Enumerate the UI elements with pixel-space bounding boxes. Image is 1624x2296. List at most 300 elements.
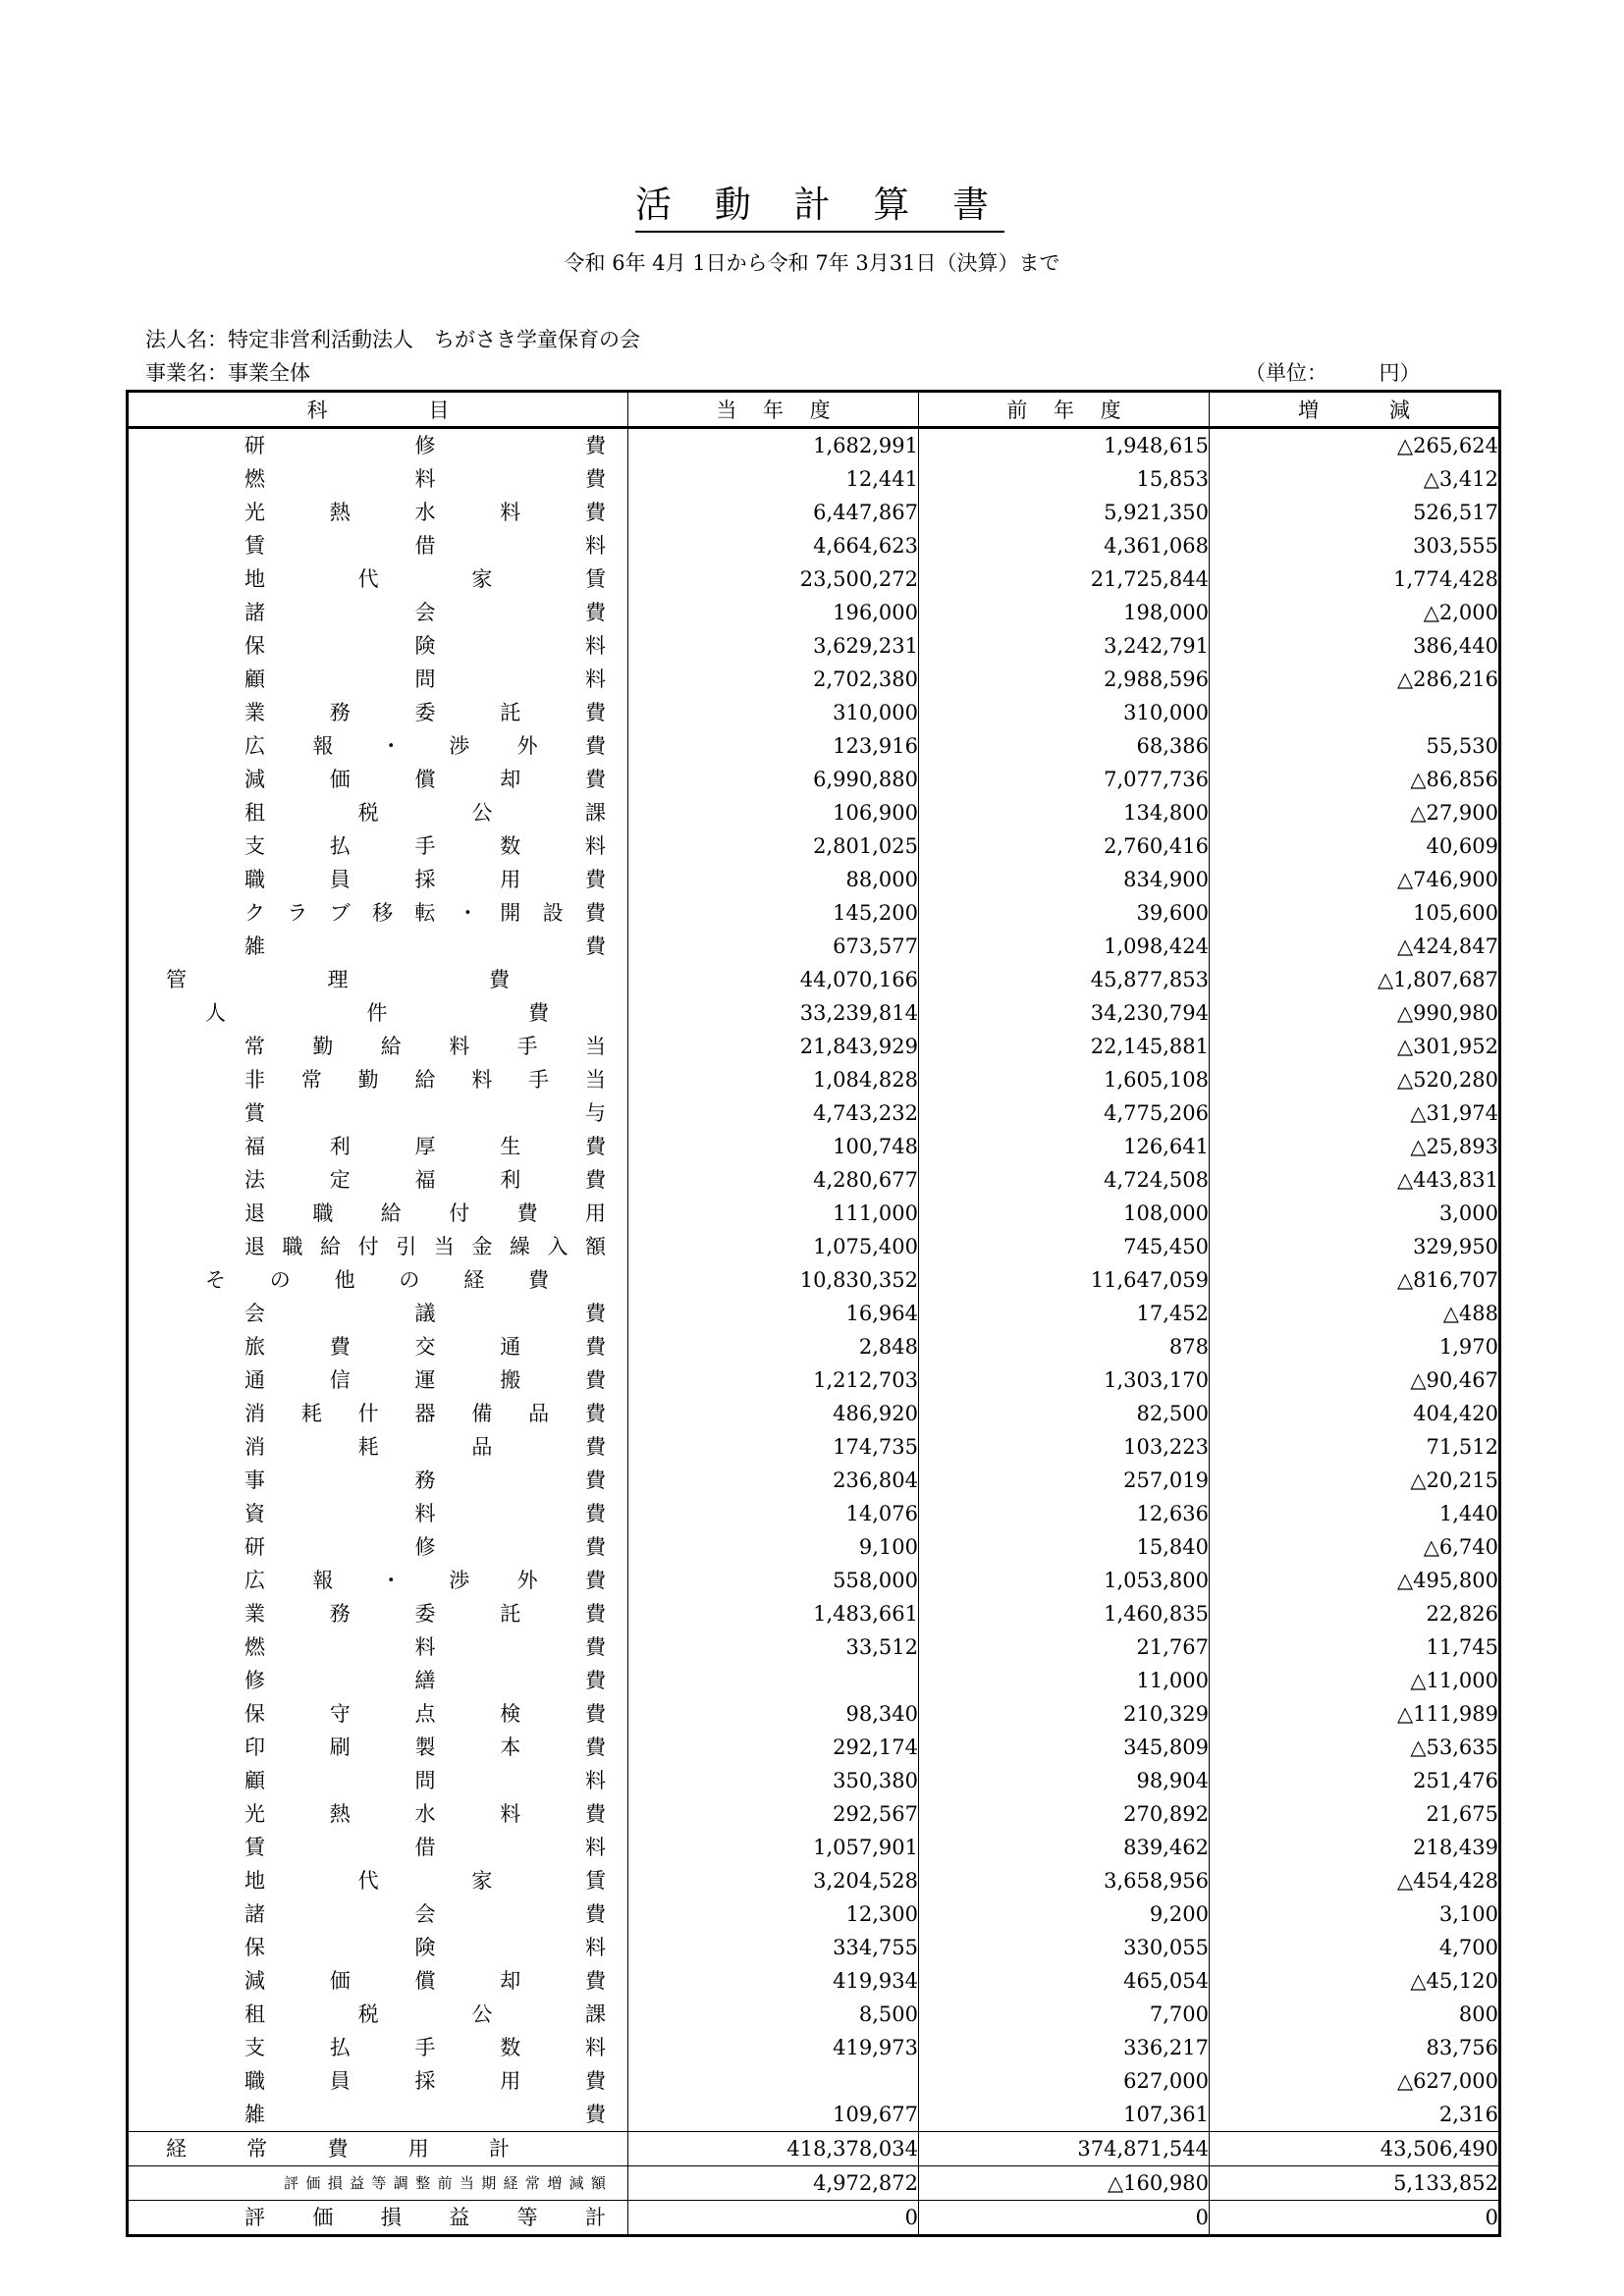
change-value: 2,316 bbox=[1438, 2103, 1498, 2126]
column-header-change: 増 減 bbox=[1210, 392, 1500, 428]
change-value: △443,831 bbox=[1397, 1168, 1498, 1192]
current-year-value: 196,000 bbox=[628, 596, 919, 629]
account-item-label: 経常費用計 bbox=[166, 2137, 510, 2161]
corporation-name: 法人名：特定非営利活動法人 ちがさき学童保育の会 bbox=[145, 328, 640, 351]
previous-year-value: 0 bbox=[919, 2201, 1210, 2236]
account-item-cell bbox=[128, 428, 628, 463]
change-value: △627,000 bbox=[1397, 2069, 1498, 2093]
change-value: 71,512 bbox=[1426, 1435, 1498, 1459]
table-row bbox=[128, 1998, 1500, 2031]
account-item-label: 研修費 bbox=[244, 434, 606, 457]
table-row bbox=[128, 2031, 1500, 2064]
table-row bbox=[128, 1330, 1500, 1363]
change-value: 0 bbox=[1210, 2201, 1500, 2236]
table-header bbox=[128, 392, 1500, 428]
account-item-cell bbox=[128, 729, 628, 763]
current-year-value: 4,743,232 bbox=[628, 1096, 919, 1130]
column-header-current-year: 当 年 度 bbox=[628, 392, 919, 428]
previous-year-value: 1,303,170 bbox=[919, 1363, 1210, 1397]
page-title-text: 活 動 計 算 書 bbox=[635, 184, 1004, 233]
previous-year-value: 1,605,108 bbox=[919, 1063, 1210, 1096]
account-item-cell bbox=[128, 1297, 628, 1330]
account-item-label: 評価損益等調整前当期経常増減額 bbox=[284, 2174, 606, 2192]
account-item-label: 賃借料 bbox=[244, 534, 606, 558]
current-year-value: 145,200 bbox=[628, 896, 919, 930]
change-value: 43,506,490 bbox=[1210, 2132, 1500, 2166]
change-value: 40,609 bbox=[1426, 834, 1498, 858]
account-item-label: 保険料 bbox=[244, 634, 606, 658]
change-value: 1,774,428 bbox=[1393, 567, 1498, 591]
account-item-cell bbox=[128, 2166, 628, 2201]
table-row bbox=[128, 1497, 1500, 1530]
period-subtitle: 令和 6年 4月 1日から令和 7年 3月31日（決算）まで bbox=[564, 251, 1060, 275]
previous-year-value: 345,809 bbox=[919, 1731, 1210, 1764]
current-year-value: 4,972,872 bbox=[628, 2166, 919, 2201]
account-item-cell bbox=[128, 1363, 628, 1397]
account-item-label: 退職給付費用 bbox=[244, 1201, 606, 1225]
previous-year-value: 7,077,736 bbox=[919, 763, 1210, 796]
account-item-cell bbox=[128, 2064, 628, 2098]
change-value: 251,476 bbox=[1413, 1769, 1498, 1792]
account-item-label: 顧問料 bbox=[244, 667, 606, 691]
account-item-label: 通信運搬費 bbox=[244, 1368, 606, 1392]
account-item-label: 広報・渉外費 bbox=[244, 1569, 606, 1592]
current-year-value: 673,577 bbox=[628, 930, 919, 963]
account-item-label: 退職給付引当金繰入額 bbox=[244, 1235, 606, 1258]
account-item-label: 地代家賃 bbox=[244, 1869, 606, 1893]
account-item-label: クラブ移転・開設費 bbox=[244, 901, 606, 925]
column-header-previous-year: 前 年 度 bbox=[919, 392, 1210, 428]
previous-year-value: 82,500 bbox=[919, 1397, 1210, 1430]
account-item-cell bbox=[128, 1197, 628, 1230]
change-value: △286,216 bbox=[1397, 667, 1498, 691]
account-item-label: 賃借料 bbox=[244, 1836, 606, 1859]
account-item-label: 地代家賃 bbox=[244, 567, 606, 591]
table-row bbox=[128, 996, 1500, 1030]
unit-note: （単位： 円） bbox=[1245, 361, 1421, 385]
previous-year-value: 108,000 bbox=[919, 1197, 1210, 1230]
account-item-label: 減価償却費 bbox=[244, 1969, 606, 1993]
change-value: △3,412 bbox=[1423, 467, 1498, 491]
current-year-value: 2,848 bbox=[628, 1330, 919, 1363]
account-item-cell bbox=[128, 1797, 628, 1831]
account-item-cell bbox=[128, 930, 628, 963]
table-row bbox=[128, 1897, 1500, 1931]
change-value: 526,517 bbox=[1413, 501, 1498, 524]
current-year-value: 23,500,272 bbox=[628, 562, 919, 596]
current-year-value: 16,964 bbox=[628, 1297, 919, 1330]
table-row bbox=[128, 1130, 1500, 1163]
account-item-cell bbox=[128, 1831, 628, 1864]
current-year-value: 14,076 bbox=[628, 1497, 919, 1530]
account-item-cell bbox=[128, 696, 628, 729]
account-item-label: 印刷製本費 bbox=[244, 1735, 606, 1759]
change-value: 83,756 bbox=[1426, 2036, 1498, 2059]
account-item-cell bbox=[128, 596, 628, 629]
account-item-label: 支払手数料 bbox=[244, 834, 606, 858]
account-item-label: 評価損益等計 bbox=[244, 2206, 606, 2229]
account-item-cell bbox=[128, 529, 628, 562]
change-value: △816,707 bbox=[1397, 1268, 1498, 1292]
account-item-cell bbox=[128, 829, 628, 863]
previous-year-value: 1,460,835 bbox=[919, 1597, 1210, 1630]
previous-year-value: 15,840 bbox=[919, 1530, 1210, 1564]
current-year-value: 21,843,929 bbox=[628, 1030, 919, 1063]
current-year-value: 236,804 bbox=[628, 1464, 919, 1497]
current-year-value: 1,483,661 bbox=[628, 1597, 919, 1630]
current-year-value: 350,380 bbox=[628, 1764, 919, 1797]
previous-year-value: 198,000 bbox=[919, 596, 1210, 629]
account-item-label: 租税公課 bbox=[244, 801, 606, 825]
account-item-label: 減価償却費 bbox=[244, 768, 606, 791]
account-item-cell bbox=[128, 1263, 628, 1297]
current-year-value: 33,512 bbox=[628, 1630, 919, 1664]
previous-year-value: 39,600 bbox=[919, 896, 1210, 930]
table-row bbox=[128, 2064, 1500, 2098]
table-row bbox=[128, 863, 1500, 896]
account-item-label: 職員採用費 bbox=[244, 2069, 606, 2093]
table-row bbox=[128, 1230, 1500, 1263]
previous-year-value: 330,055 bbox=[919, 1931, 1210, 1964]
account-item-cell bbox=[128, 1497, 628, 1530]
previous-year-value: 878 bbox=[919, 1330, 1210, 1363]
change-value: 800 bbox=[1458, 2002, 1498, 2026]
table-row bbox=[128, 462, 1500, 496]
change-value: △6,740 bbox=[1423, 1535, 1498, 1559]
account-item-label: 業務委託費 bbox=[244, 1602, 606, 1626]
current-year-value: 106,900 bbox=[628, 796, 919, 829]
previous-year-value: 134,800 bbox=[919, 796, 1210, 829]
account-item-cell bbox=[128, 2098, 628, 2132]
change-value: △1,807,687 bbox=[1377, 968, 1498, 991]
change-value: △746,900 bbox=[1397, 868, 1498, 891]
previous-year-value: 68,386 bbox=[919, 729, 1210, 763]
account-item-cell bbox=[128, 1330, 628, 1363]
previous-year-value: 3,242,791 bbox=[919, 629, 1210, 663]
change-value: △86,856 bbox=[1410, 768, 1498, 791]
account-item-label: 旅費交通費 bbox=[244, 1335, 606, 1359]
previous-year-value: 4,361,068 bbox=[919, 529, 1210, 562]
account-item-label: 消耗什器備品費 bbox=[244, 1402, 606, 1425]
previous-year-value: 745,450 bbox=[919, 1230, 1210, 1263]
account-item-label: 福利厚生費 bbox=[244, 1135, 606, 1158]
previous-year-value: 7,700 bbox=[919, 1998, 1210, 2031]
table-row bbox=[128, 1263, 1500, 1297]
previous-year-value: 15,853 bbox=[919, 462, 1210, 496]
account-item-label: 資料費 bbox=[244, 1502, 606, 1525]
table-row bbox=[128, 763, 1500, 796]
table-row bbox=[128, 663, 1500, 696]
table-row bbox=[128, 963, 1500, 996]
account-item-label: 租税公課 bbox=[244, 2002, 606, 2026]
table-row bbox=[128, 1530, 1500, 1564]
account-item-cell bbox=[128, 1964, 628, 1998]
previous-year-value: 3,658,956 bbox=[919, 1864, 1210, 1897]
previous-year-value: 5,921,350 bbox=[919, 496, 1210, 529]
current-year-value: 1,075,400 bbox=[628, 1230, 919, 1263]
change-value: 21,675 bbox=[1426, 1802, 1498, 1826]
account-item-cell bbox=[128, 1530, 628, 1564]
table-row bbox=[128, 729, 1500, 763]
previous-year-value: 21,725,844 bbox=[919, 562, 1210, 596]
current-year-value: 174,735 bbox=[628, 1430, 919, 1464]
previous-year-value: 11,000 bbox=[919, 1664, 1210, 1697]
previous-year-value: 11,647,059 bbox=[919, 1263, 1210, 1297]
change-value: 329,950 bbox=[1413, 1235, 1498, 1258]
current-year-value: 3,204,528 bbox=[628, 1864, 919, 1897]
table-row bbox=[128, 496, 1500, 529]
account-item-cell bbox=[128, 1397, 628, 1430]
table-row bbox=[128, 796, 1500, 829]
account-item-label: 燃料費 bbox=[244, 467, 606, 491]
account-item-cell bbox=[128, 1731, 628, 1764]
previous-year-value: △160,980 bbox=[919, 2166, 1210, 2201]
previous-year-value: 270,892 bbox=[919, 1797, 1210, 1831]
account-item-cell bbox=[128, 1897, 628, 1931]
previous-year-value: 4,775,206 bbox=[919, 1096, 1210, 1130]
account-item-cell bbox=[128, 462, 628, 496]
account-item-cell bbox=[128, 963, 628, 996]
account-item-cell bbox=[128, 1664, 628, 1697]
table-row bbox=[128, 1630, 1500, 1664]
column-header-item: 科 目 bbox=[128, 392, 628, 428]
current-year-value: 419,934 bbox=[628, 1964, 919, 1998]
account-item-label: 会議費 bbox=[244, 1302, 606, 1325]
change-value: △90,467 bbox=[1410, 1368, 1498, 1392]
change-value: 1,970 bbox=[1438, 1335, 1498, 1359]
current-year-value: 8,500 bbox=[628, 1998, 919, 2031]
current-year-value: 111,000 bbox=[628, 1197, 919, 1230]
current-year-value: 100,748 bbox=[628, 1130, 919, 1163]
change-value bbox=[1210, 696, 1500, 729]
table-row bbox=[128, 1197, 1500, 1230]
account-item-cell bbox=[128, 796, 628, 829]
financial-statement-table bbox=[126, 390, 1501, 2237]
table-row bbox=[128, 1697, 1500, 1731]
change-value: 404,420 bbox=[1413, 1402, 1498, 1425]
table-row bbox=[128, 629, 1500, 663]
previous-year-value: 1,053,800 bbox=[919, 1564, 1210, 1597]
account-item-cell bbox=[128, 2031, 628, 2064]
table-row bbox=[128, 1096, 1500, 1130]
current-year-value: 109,677 bbox=[628, 2098, 919, 2132]
account-item-label: 常勤給料手当 bbox=[244, 1035, 606, 1058]
account-item-label: その他の経費 bbox=[205, 1268, 549, 1292]
table-row bbox=[128, 2166, 1500, 2201]
previous-year-value: 336,217 bbox=[919, 2031, 1210, 2064]
current-year-value: 310,000 bbox=[628, 696, 919, 729]
account-item-label: 法定福利費 bbox=[244, 1168, 606, 1192]
current-year-value: 292,567 bbox=[628, 1797, 919, 1831]
current-year-value: 12,441 bbox=[628, 462, 919, 496]
change-value: △53,635 bbox=[1410, 1735, 1498, 1759]
change-value: △520,280 bbox=[1397, 1068, 1498, 1092]
account-item-cell bbox=[128, 2201, 628, 2236]
account-item-label: 修繕費 bbox=[244, 1669, 606, 1692]
account-item-cell bbox=[128, 1697, 628, 1731]
current-year-value: 10,830,352 bbox=[628, 1263, 919, 1297]
current-year-value: 88,000 bbox=[628, 863, 919, 896]
change-value: 3,000 bbox=[1438, 1201, 1498, 1225]
change-value: 386,440 bbox=[1413, 634, 1498, 658]
change-value: 55,530 bbox=[1426, 734, 1498, 758]
table-row bbox=[128, 1564, 1500, 1597]
table-row bbox=[128, 829, 1500, 863]
page-title bbox=[0, 175, 1624, 228]
change-value: 303,555 bbox=[1413, 534, 1498, 558]
change-value: △990,980 bbox=[1397, 1001, 1498, 1025]
previous-year-value: 103,223 bbox=[919, 1430, 1210, 1464]
current-year-value: 0 bbox=[628, 2201, 919, 2236]
account-item-label: 諸会費 bbox=[244, 601, 606, 624]
account-item-cell bbox=[128, 1130, 628, 1163]
account-item-label: 事務費 bbox=[244, 1468, 606, 1492]
table-row bbox=[128, 1764, 1500, 1797]
change-value: 4,700 bbox=[1438, 1936, 1498, 1959]
previous-year-value: 1,948,615 bbox=[919, 428, 1210, 463]
previous-year-value: 22,145,881 bbox=[919, 1030, 1210, 1063]
account-item-cell bbox=[128, 1163, 628, 1197]
current-year-value: 1,682,991 bbox=[628, 428, 919, 463]
current-year-value bbox=[628, 1664, 919, 1697]
account-item-label: 広報・渉外費 bbox=[244, 734, 606, 758]
current-year-value bbox=[628, 2064, 919, 2098]
current-year-value: 98,340 bbox=[628, 1697, 919, 1731]
previous-year-value: 45,877,853 bbox=[919, 963, 1210, 996]
table-row bbox=[128, 1163, 1500, 1197]
change-value: △2,000 bbox=[1423, 601, 1498, 624]
account-item-label: 雑費 bbox=[244, 934, 606, 958]
current-year-value: 6,990,880 bbox=[628, 763, 919, 796]
account-item-cell bbox=[128, 896, 628, 930]
account-item-label: 光熱水料費 bbox=[244, 501, 606, 524]
table-body bbox=[128, 428, 1500, 2236]
account-item-label: 保険料 bbox=[244, 1936, 606, 1959]
account-item-label: 管理費 bbox=[166, 968, 510, 991]
change-value: △495,800 bbox=[1397, 1569, 1498, 1592]
account-item-label: 諸会費 bbox=[244, 1902, 606, 1926]
table-row bbox=[128, 596, 1500, 629]
header-row bbox=[128, 392, 1500, 428]
current-year-value: 486,920 bbox=[628, 1397, 919, 1430]
change-value: 3,100 bbox=[1438, 1902, 1498, 1926]
table-row bbox=[128, 696, 1500, 729]
current-year-value: 3,629,231 bbox=[628, 629, 919, 663]
account-item-label: 燃料費 bbox=[244, 1635, 606, 1659]
account-item-cell bbox=[128, 863, 628, 896]
account-item-label: 消耗品費 bbox=[244, 1435, 606, 1459]
account-item-cell bbox=[128, 562, 628, 596]
account-item-cell bbox=[128, 1096, 628, 1130]
current-year-value: 2,702,380 bbox=[628, 663, 919, 696]
previous-year-value: 4,724,508 bbox=[919, 1163, 1210, 1197]
table-row bbox=[128, 1864, 1500, 1897]
change-value: 218,439 bbox=[1413, 1836, 1498, 1859]
account-item-cell bbox=[128, 1764, 628, 1797]
table-row bbox=[128, 562, 1500, 596]
previous-year-value: 1,098,424 bbox=[919, 930, 1210, 963]
change-value: 1,440 bbox=[1438, 1502, 1498, 1525]
change-value: △27,900 bbox=[1410, 801, 1498, 825]
account-item-cell bbox=[128, 1931, 628, 1964]
table-row bbox=[128, 1831, 1500, 1864]
table-row bbox=[128, 1597, 1500, 1630]
account-item-label: 研修費 bbox=[244, 1535, 606, 1559]
change-value: △20,215 bbox=[1410, 1468, 1498, 1492]
table-row bbox=[128, 1363, 1500, 1397]
previous-year-value: 627,000 bbox=[919, 2064, 1210, 2098]
previous-year-value: 17,452 bbox=[919, 1297, 1210, 1330]
account-item-cell bbox=[128, 2132, 628, 2166]
table-row bbox=[128, 529, 1500, 562]
previous-year-value: 210,329 bbox=[919, 1697, 1210, 1731]
current-year-value: 2,801,025 bbox=[628, 829, 919, 863]
previous-year-value: 107,361 bbox=[919, 2098, 1210, 2132]
table-row bbox=[128, 1664, 1500, 1697]
change-value: 105,600 bbox=[1413, 901, 1498, 925]
account-item-cell bbox=[128, 763, 628, 796]
previous-year-value: 465,054 bbox=[919, 1964, 1210, 1998]
change-value: △265,624 bbox=[1397, 434, 1498, 457]
account-item-cell bbox=[128, 1464, 628, 1497]
change-value: △424,847 bbox=[1397, 934, 1498, 958]
current-year-value: 44,070,166 bbox=[628, 963, 919, 996]
change-value: △454,428 bbox=[1397, 1869, 1498, 1893]
table-row bbox=[128, 428, 1500, 463]
business-name: 事業名：事業全体 bbox=[145, 361, 310, 385]
account-item-cell bbox=[128, 629, 628, 663]
previous-year-value: 9,200 bbox=[919, 1897, 1210, 1931]
change-value: △45,120 bbox=[1410, 1969, 1498, 1993]
current-year-value: 334,755 bbox=[628, 1931, 919, 1964]
account-item-cell bbox=[128, 1030, 628, 1063]
current-year-value: 418,378,034 bbox=[628, 2132, 919, 2166]
account-item-label: 人件費 bbox=[205, 1001, 549, 1025]
current-year-value: 9,100 bbox=[628, 1530, 919, 1564]
account-item-label: 顧問料 bbox=[244, 1769, 606, 1792]
previous-year-value: 257,019 bbox=[919, 1464, 1210, 1497]
current-year-value: 1,212,703 bbox=[628, 1363, 919, 1397]
change-value: △301,952 bbox=[1397, 1035, 1498, 1058]
previous-year-value: 310,000 bbox=[919, 696, 1210, 729]
table-row bbox=[128, 896, 1500, 930]
account-item-label: 保守点検費 bbox=[244, 1702, 606, 1726]
account-item-cell bbox=[128, 1564, 628, 1597]
current-year-value: 123,916 bbox=[628, 729, 919, 763]
table-row bbox=[128, 1964, 1500, 1998]
previous-year-value: 2,760,416 bbox=[919, 829, 1210, 863]
table-row bbox=[128, 1063, 1500, 1096]
account-item-label: 職員採用費 bbox=[244, 868, 606, 891]
change-value: △488 bbox=[1442, 1302, 1498, 1325]
account-item-cell bbox=[128, 1864, 628, 1897]
table-row bbox=[128, 1297, 1500, 1330]
table-row bbox=[128, 1430, 1500, 1464]
current-year-value: 12,300 bbox=[628, 1897, 919, 1931]
table-row bbox=[128, 2132, 1500, 2166]
current-year-value: 1,057,901 bbox=[628, 1831, 919, 1864]
current-year-value: 1,084,828 bbox=[628, 1063, 919, 1096]
previous-year-value: 2,988,596 bbox=[919, 663, 1210, 696]
account-item-label: 賞与 bbox=[244, 1101, 606, 1125]
table-row bbox=[128, 1731, 1500, 1764]
current-year-value: 558,000 bbox=[628, 1564, 919, 1597]
previous-year-value: 21,767 bbox=[919, 1630, 1210, 1664]
change-value: △25,893 bbox=[1410, 1135, 1498, 1158]
account-item-label: 支払手数料 bbox=[244, 2036, 606, 2059]
change-value: △11,000 bbox=[1410, 1669, 1498, 1692]
change-value: 11,745 bbox=[1426, 1635, 1498, 1659]
